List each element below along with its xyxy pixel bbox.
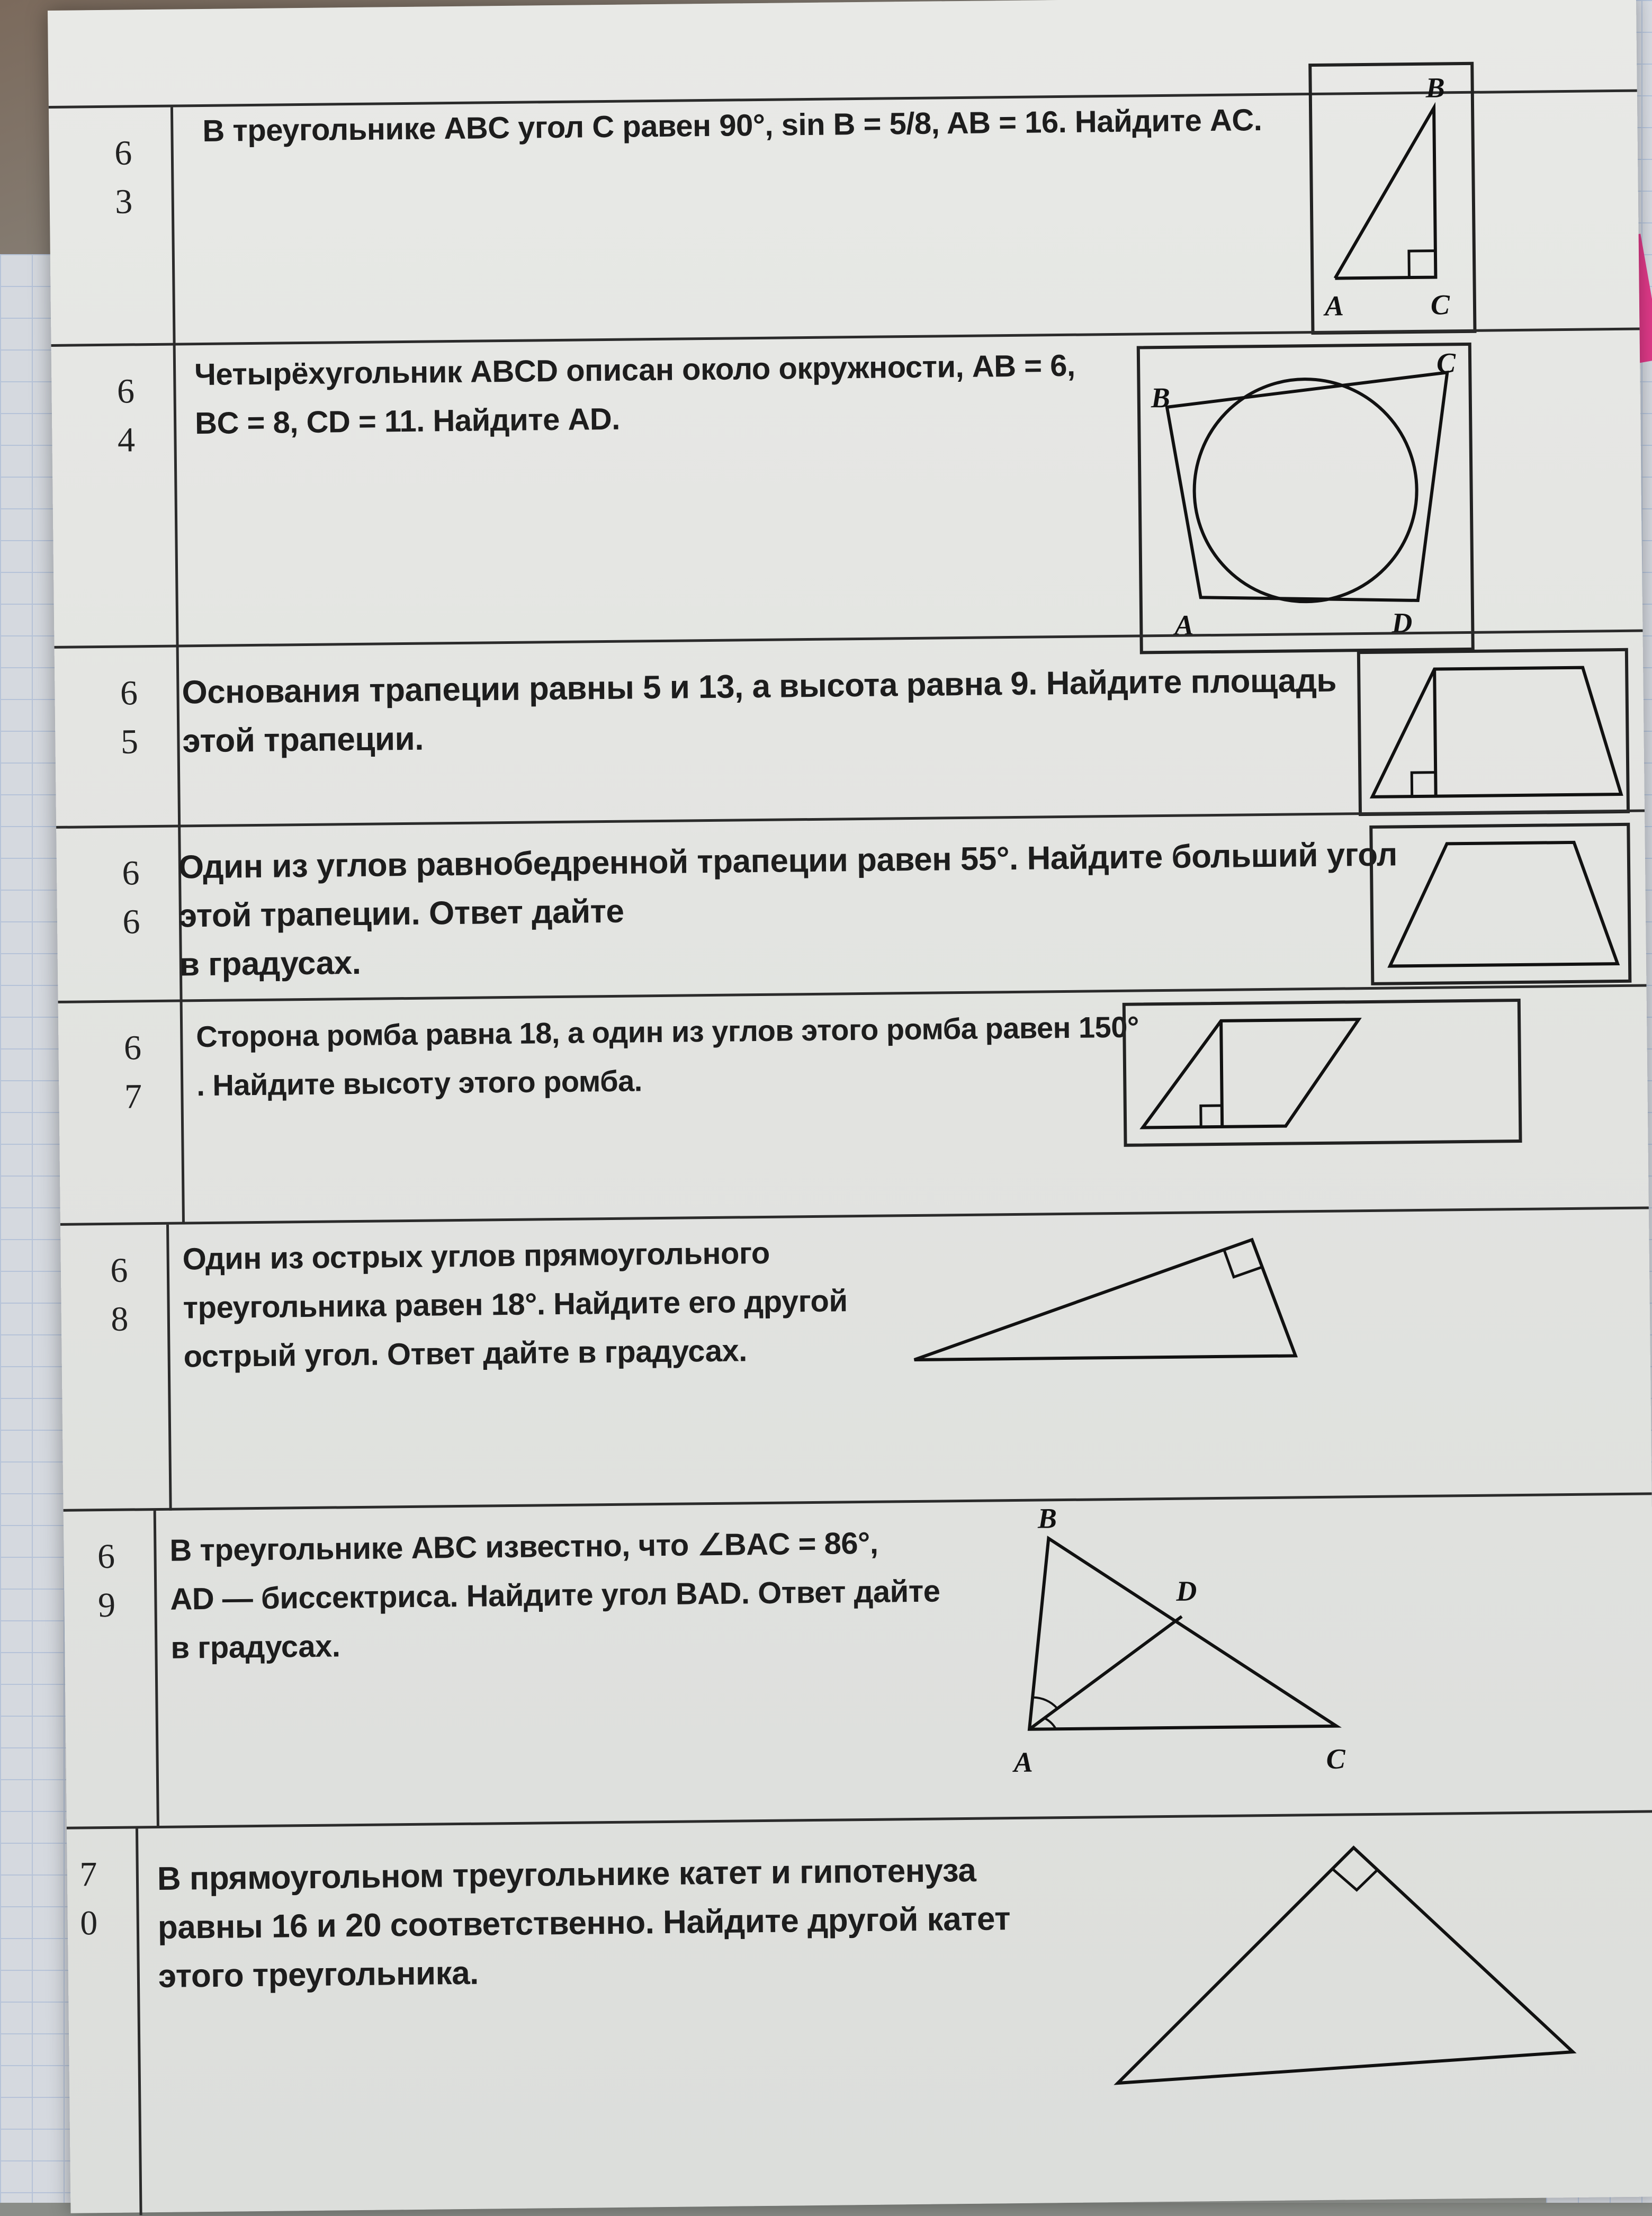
- task-text: [194, 342, 1076, 448]
- task-line: в градусах.: [179, 944, 361, 983]
- label-d: D: [1176, 1575, 1197, 1607]
- task-text: [182, 657, 1337, 766]
- task-line: этой трапеции.: [182, 720, 424, 760]
- task-text: [157, 1846, 1011, 2001]
- figure-right-triangle-acute: [902, 1223, 1301, 1376]
- number-cell: [58, 1002, 185, 1225]
- label-b: B: [1037, 1502, 1057, 1535]
- number-cell: [55, 647, 181, 828]
- task-number: 6 4: [116, 372, 136, 460]
- task-line: Один из углов равнобедренной трапеции равен 55°. Найдите больший угол: [178, 836, 1398, 886]
- task-line: Один из острых углов прямоугольного: [182, 1235, 770, 1277]
- task-line: . Найдите высоту этого ромба.: [196, 1064, 643, 1102]
- figure-circumscribed-quadrilateral: [1137, 343, 1475, 654]
- figure-right-triangle: [1308, 62, 1476, 335]
- number-cell: [49, 107, 176, 347]
- task-row-69: [64, 1492, 1652, 1829]
- task-row-65: [55, 630, 1645, 829]
- task-number: 6 8: [110, 1251, 129, 1339]
- task-line: В треугольнике ABC известно, что ∠BAC = 86°,: [169, 1526, 878, 1568]
- task-line: Основания трапеции равны 5 и 13, а высота равна 9. Найдите площадь: [182, 662, 1337, 711]
- number-cell: [56, 827, 182, 1003]
- task-row-64: [51, 328, 1643, 649]
- label-b: B: [1151, 381, 1171, 414]
- figure-rhombus-height: [1123, 999, 1522, 1147]
- figure-trapezoid-height: [1357, 648, 1630, 816]
- task-text: [196, 1003, 1139, 1110]
- task-text: [169, 1519, 941, 1673]
- label-d: D: [1391, 607, 1413, 639]
- task-row-68: [60, 1206, 1652, 1511]
- task-line: острый угол. Ответ дайте в градусах.: [183, 1333, 748, 1374]
- task-line: этого треугольника.: [158, 1954, 479, 1995]
- number-cell: [64, 1511, 159, 1829]
- task-line: Сторона ромба равна 18, а один из углов этого ромба равен 150°: [195, 1010, 1139, 1054]
- number-cell: [51, 346, 179, 649]
- label-c: C: [1430, 289, 1450, 321]
- task-number: 6 5: [120, 674, 139, 761]
- task-line: BC = 8, CD = 11. Найдите AD.: [194, 401, 621, 441]
- label-a: A: [1324, 290, 1344, 322]
- label-a: A: [1174, 609, 1194, 641]
- label-c: C: [1326, 1743, 1346, 1775]
- task-number: 6 7: [123, 1028, 142, 1116]
- figure-triangle-bisector: [1005, 1492, 1400, 1793]
- task-text: [178, 830, 1398, 989]
- task-line: в градусах.: [170, 1629, 340, 1665]
- task-number: 6 9: [97, 1537, 116, 1625]
- task-number: 6 3: [114, 133, 133, 221]
- task-line: AD — биссектриса. Найдите угол BAD. Ответ дайте: [170, 1574, 940, 1617]
- task-line: В прямоугольном треугольнике катет и гипотенуза: [157, 1852, 976, 1898]
- task-row-66: [56, 810, 1646, 1003]
- task-line: В треугольнике ABC угол C равен 90°, sin B = 5/8, AB = 16. Найдите AC.: [202, 102, 1262, 148]
- task-text: [202, 96, 1262, 156]
- number-cell: [60, 1225, 172, 1512]
- task-line: Четырёхугольник ABCD описан около окружности, AB = 6,: [194, 348, 1075, 392]
- task-row-63: [49, 71, 1640, 347]
- label-c: C: [1436, 347, 1456, 379]
- task-line: треугольника равен 18°. Найдите его другой: [183, 1284, 848, 1325]
- task-line: равны 16 и 20 соответственно. Найдите другой катет: [157, 1900, 1011, 1946]
- figure-isosceles-trapezoid: [1369, 823, 1631, 985]
- label-a: A: [1013, 1746, 1034, 1779]
- figure-right-triangle-legs: [1105, 1824, 1584, 2104]
- worksheet: [48, 0, 1652, 2213]
- task-number: 6 6: [122, 854, 140, 941]
- task-number: 7 0: [79, 1855, 98, 1943]
- task-row-67: [58, 984, 1649, 1225]
- task-line: этой трапеции. Ответ дайте: [178, 893, 624, 935]
- label-b: B: [1425, 71, 1446, 104]
- number-cell: [67, 1828, 142, 2215]
- task-row-70: [67, 1810, 1652, 2215]
- task-text: [182, 1228, 848, 1381]
